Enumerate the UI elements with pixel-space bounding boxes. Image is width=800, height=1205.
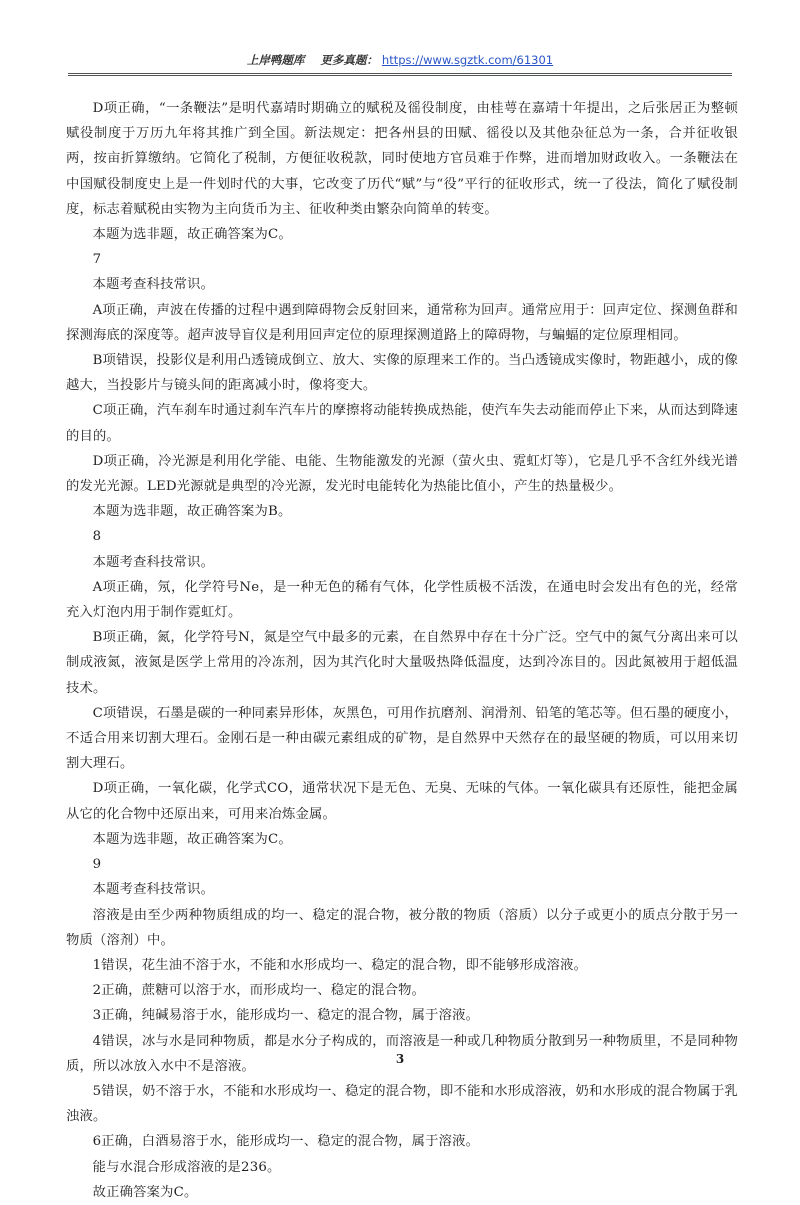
header-divider <box>68 73 732 76</box>
paragraph: C项错误，石墨是碳的一种同素异形体，灰黑色，可用作抗磨剂、润滑剂、铅笔的笔芯等。但石墨的硬度小，不适合用来切割大理石。金刚石是一种由碳元素组成的矿物，是自然界中天然存在的最坚硬的物质，可以用来切割大理石。 <box>66 705 738 772</box>
paragraph: 2正确，蔗糖可以溶于水，而形成均一、稳定的混合物。 <box>92 983 426 999</box>
paragraph: 本题考查科技常识。 <box>92 277 215 293</box>
paragraph: 本题为选非题，故正确答案为C。 <box>92 831 292 847</box>
paragraph: 溶液是由至少两种物质组成的均一、稳定的混合物，被分散的物质（溶质）以分子或更小的质点分散于另一物质（溶剂）中。 <box>66 907 738 948</box>
question-number: 7 <box>92 252 102 268</box>
paragraph: 能与水混合形成溶液的是236。 <box>92 1159 281 1175</box>
paragraph: 本题为选非题，故正确答案为C。 <box>92 227 292 243</box>
paragraph: 3正确，纯碱易溶于水，能形成均一、稳定的混合物，属于溶液。 <box>92 1008 480 1024</box>
page-number: 3 <box>395 1052 405 1066</box>
paragraph: B项正确，氮，化学符号N，氮是空气中最多的元素，在自然界中存在十分广泛。空气中的氮气分离出来可以制成液氮，液氮是医学上常用的冷冻剂，因为其汽化时大量吸热降低温度，达到冷冻目的。因此氮被用于超低温技术。 <box>66 630 738 696</box>
paragraph: A项正确，氖，化学符号Ne，是一种无色的稀有气体，化学性质极不活泼，在通电时会发出有色的光，经常充入灯泡内用于制作霓虹灯。 <box>66 579 738 621</box>
paragraph: A项正确，声波在传播的过程中遇到障碍物会反射回来，通常称为回声。通常应用于：回声定位、探测鱼群和探测海底的深度等。超声波导盲仪是利用回声定位的原理探测道路上的障碍物，与蝙蝠的定位原理相同。 <box>66 302 738 343</box>
question-number: 9 <box>92 857 102 873</box>
question-number: 8 <box>92 529 102 545</box>
site-name: 上岸鸭题库 <box>246 53 305 67</box>
paragraph: 本题考查科技常识。 <box>92 882 215 898</box>
paragraph: D项正确，一氧化碳，化学式CO，通常状况下是无色、无臭、无味的气体。一氧化碳具有还原性，能把金属从它的化合物中还原出来，可用来冶炼金属。 <box>66 781 738 822</box>
header-url-link[interactable]: https://www.sgztk.com/61301 <box>381 53 554 67</box>
paragraph: 本题为选非题，故正确答案为B。 <box>92 504 292 520</box>
page-header <box>0 52 800 68</box>
page-body <box>66 96 738 1205</box>
more-label: 更多真题： <box>320 53 378 67</box>
paragraph: D项正确，“一条鞭法”是明代嘉靖时期确立的赋税及徭役制度，由桂萼在嘉靖十年提出，之后张居正为整顿赋役制度于万历九年将其推广到全国。新法规定：把各州县的田赋、徭役以及其他杂征总为一条，合并征收银两，按亩折算缴纳。它简化了税制，方便征收税款，同时使地方官员难于作弊，进而增加财政收入。一条鞭法在中国赋役制度史上是一件划时代的大事，它改变了历代“赋”与“役”平行的征收形式，统一了役法，简化了赋役制度，标志着赋税由实物为主向货币为主、征收种类由繁杂向简单的转变。 <box>66 101 738 217</box>
paragraph: 6正确，白酒易溶于水，能形成均一、稳定的混合物，属于溶液。 <box>92 1134 480 1150</box>
paragraph: 故正确答案为C。 <box>92 1184 198 1200</box>
paragraph: C项正确，汽车刹车时通过刹车汽车片的摩擦将动能转换成热能，使汽车失去动能而停止下来，从而达到降速的目的。 <box>66 403 738 444</box>
paragraph: D项正确，冷光源是利用化学能、电能、生物能激发的光源（萤火虫、霓虹灯等），它是几乎不含红外线光谱的发光光源。LED光源就是典型的冷光源，发光时电能转化为热能比值小，产生的热量极少。 <box>66 453 738 495</box>
paragraph: 5错误，奶不溶于水，不能和水形成均一、稳定的混合物，即不能和水形成溶液，奶和水形成的混合物属于乳浊液。 <box>66 1083 738 1125</box>
paragraph: 本题考查科技常识。 <box>92 554 215 570</box>
paragraph: 1错误，花生油不溶于水，不能和水形成均一、稳定的混合物，即不能够形成溶液。 <box>92 957 588 973</box>
paragraph: B项错误，投影仪是利用凸透镜成倒立、放大、实像的原理来工作的。当凸透镜成实像时，物距越小，成的像越大，当投影片与镜头间的距离减小时，像将变大。 <box>66 353 738 394</box>
paragraph: 4错误，冰与水是同种物质，都是水分子构成的，而溶液是一种或几种物质分散到另一种物质里，不是同种物质，所以冰放入水中不是溶液。 <box>66 1033 738 1074</box>
